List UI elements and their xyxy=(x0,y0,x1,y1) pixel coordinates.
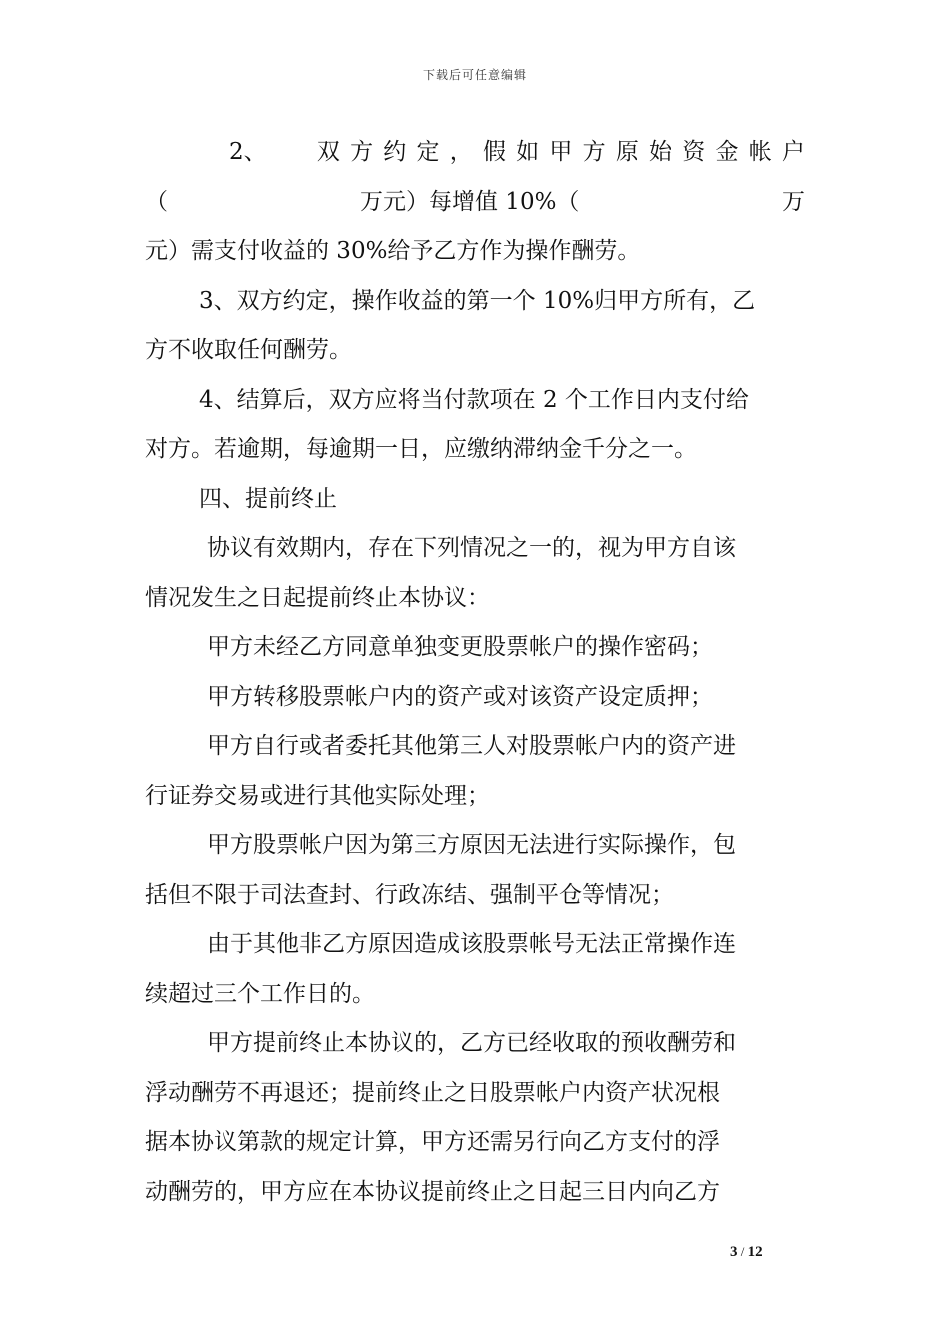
termination-intro-line-2: 情况发生之日起提前终止本协议： xyxy=(145,584,490,611)
termination-item-4-line-2: 括但不限于司法查封、行政冻结、强制平仓等情况； xyxy=(145,881,674,908)
clause-2-char: ， xyxy=(449,139,473,165)
clause-2-char: 如 xyxy=(516,139,540,165)
termination-consequence-line-3: 据本协议第款的规定计算，甲方还需另行向乙方支付的浮 xyxy=(145,1129,720,1155)
termination-item-3-line-2: 行证券交易或进行其他实际处理； xyxy=(145,782,490,809)
clause-3-line-1: 3、双方约定，操作收益的第一个 10%归甲方所有，乙 xyxy=(199,287,756,314)
clause-2-char: 约 xyxy=(383,139,407,165)
clause-3-line-2: 方不收取任何酬劳。 xyxy=(145,337,352,363)
clause-4-line-2: 对方。若逾期，每逾期一日，应缴纳滞纳金千分之一。 xyxy=(145,436,697,462)
clause-4-line-1: 4、结算后，双方应将当付款项在 2 个工作日内支付给 xyxy=(199,386,749,413)
termination-item-5-line-2: 续超过三个工作日的。 xyxy=(145,980,375,1007)
clause-2-char: 方 xyxy=(350,139,374,165)
clause-2-char: 方 xyxy=(582,139,606,165)
clause-2-char: 户 xyxy=(781,139,805,165)
termination-consequence-line-2: 浮动酬劳不再退还；提前终止之日股票帐户内资产状况根 xyxy=(145,1079,720,1106)
clause-2-char: 始 xyxy=(649,139,673,165)
termination-item-1: 甲方未经乙方同意单独变更股票帐户的操作密码； xyxy=(207,634,713,660)
termination-item-2: 甲方转移股票帐户内的资产或对该资产设定质押； xyxy=(207,683,713,710)
termination-item-4-line-1: 甲方股票帐户因为第三方原因无法进行实际操作，包 xyxy=(207,832,736,858)
clause-2-unit: 万 xyxy=(782,188,805,215)
open-paren: （ xyxy=(145,188,168,215)
page-separator: / xyxy=(737,1244,748,1259)
page-header xyxy=(0,66,950,83)
document-body xyxy=(145,128,805,1217)
clause-2-char: 双 xyxy=(316,139,340,165)
clause-2-line-1 xyxy=(145,128,805,178)
section-title-early-termination: 四、提前终止 xyxy=(199,485,337,512)
termination-consequence-line-1: 甲方提前终止本协议的，乙方已经收取的预收酬劳和 xyxy=(207,1030,736,1056)
clause-2-char: 甲 xyxy=(549,139,573,165)
clause-2-char: 资 xyxy=(682,139,706,165)
termination-intro-line-1: 协议有效期内，存在下列情况之一的，视为甲方自该 xyxy=(207,535,736,561)
clause-2-increment-text: 万元）每增值 10%（ xyxy=(360,188,580,215)
clause-2-char: 假 xyxy=(482,139,506,165)
page-number xyxy=(730,1244,763,1261)
clause-2-char: 原 xyxy=(615,139,639,165)
termination-item-5-line-1: 由于其他非乙方原因造成该股票帐号无法正常操作连 xyxy=(207,931,736,957)
clause-2-line-2 xyxy=(145,178,805,228)
page-current: 3 xyxy=(730,1244,738,1260)
clause-2-char: 金 xyxy=(715,139,739,165)
header-text: 下载后可任意编辑 xyxy=(422,68,527,82)
termination-consequence-line-4: 动酬劳的，甲方应在本协议提前终止之日起三日内向乙方 xyxy=(145,1178,720,1205)
clause-2-char: 帐 xyxy=(748,139,772,165)
clause-2-number: 2、 xyxy=(229,139,267,165)
termination-item-3-line-1: 甲方自行或者委托其他第三人对股票帐户内的资产进 xyxy=(207,733,736,759)
page-total: 12 xyxy=(747,1244,763,1260)
clause-2-char: 定 xyxy=(416,139,440,165)
clause-2-line-3: 元）需支付收益的 30%给予乙方作为操作酬劳。 xyxy=(145,238,641,264)
